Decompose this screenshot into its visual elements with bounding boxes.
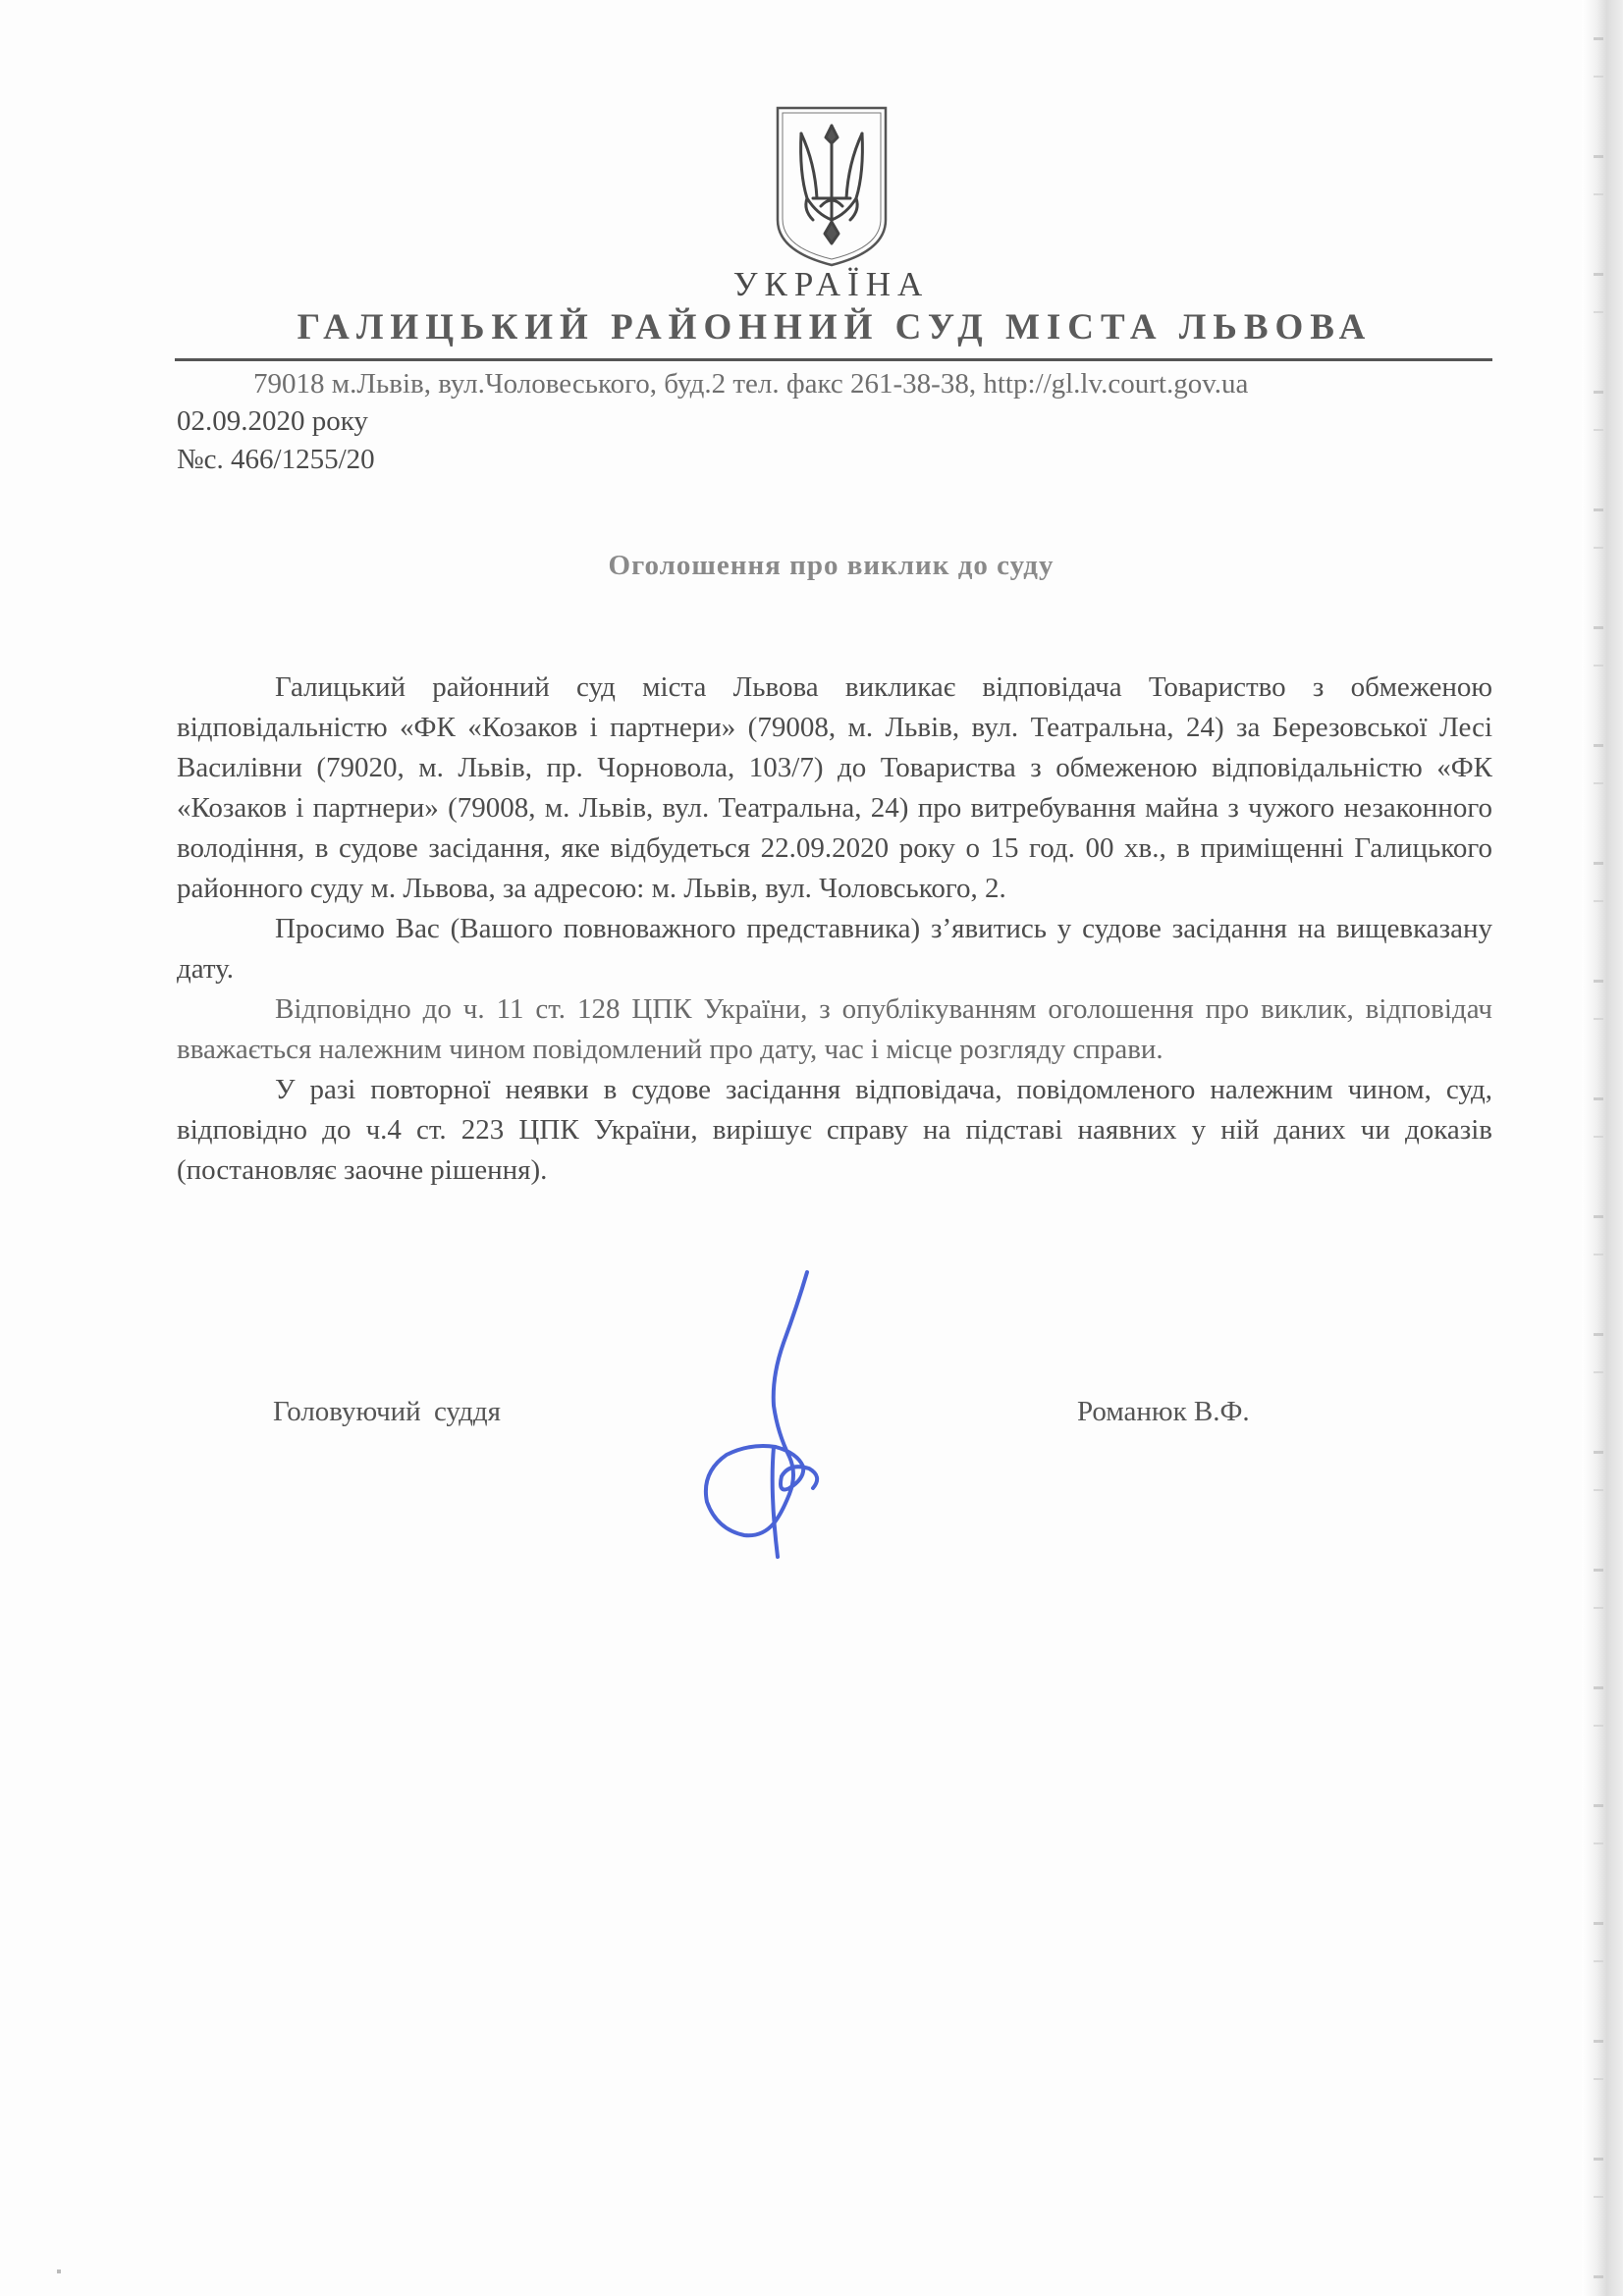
court-address: 79018 м.Львів, вул.Чоловеського, буд.2 тел. факс 261-38-38, http://gl.lv.court.gov.ua [253, 368, 1249, 400]
coat-of-arms-icon [774, 104, 890, 269]
paragraph-summons: Галицький районний суд міста Львова викликає відповідача Товариство з обмеженою відповідальністю «ФК «Козаков і партнери» (79008, м. Львів, вул. Театральна, 24) за Березовської Лесі Василівни (79020, м. Львів, пр. Чорновола, 103/7) до Товариства з обмеженою відповідальністю «ФК «Козаков і партнери» (79008, м. Львів, вул. Театральна, 24) про витребування майна з чужого незаконного володіння, в судове засідання, яке відбудеться 22.09.2020 року о 15 год. 00 хв., в приміщенні Галицького районного суду м. Львова, за адресою: м. Львів, вул. Чоловського, 2. [177, 671, 1492, 904]
document-title: Оголошення про виклик до суду [608, 550, 1055, 581]
paragraph-default-judgment: У разі повторної неявки в судове засідання відповідача, повідомленого належним чином, суд, відповідно до ч.4 ст. 223 ЦПК України, вирішує справу на підставі наявних у ній даних чи доказів (постановляє заочне рішення). [177, 1074, 1492, 1186]
signatory-role: Головуючий суддя [273, 1396, 501, 1427]
paragraph-notice: Відповідно до ч. 11 ст. 128 ЦПК України, з опублікуванням оголошення про виклик, відповідач вважається належним чином повідомлений про дату, час і місце розгляду справи. [177, 993, 1492, 1065]
signatory-name: Романюк В.Ф. [1077, 1396, 1250, 1427]
handwritten-signature [687, 1266, 844, 1561]
country-heading: УКРАЇНА [732, 265, 930, 303]
scanner-edge-specks [1594, 0, 1603, 2296]
document-date: 02.09.2020 року [177, 405, 368, 437]
court-name-heading: ГАЛИЦЬКИЙ РАЙОННИЙ СУД МІСТА ЛЬВОВА [297, 307, 1373, 347]
document-body [177, 667, 1492, 1191]
letterhead-rule [175, 358, 1492, 361]
case-number: №с. 466/1255/20 [177, 444, 375, 475]
scan-mark [57, 2269, 61, 2273]
paragraph-request: Просимо Вас (Вашого повноважного представника) з’явитись у судове засідання на вищевказану дату. [177, 913, 1492, 985]
